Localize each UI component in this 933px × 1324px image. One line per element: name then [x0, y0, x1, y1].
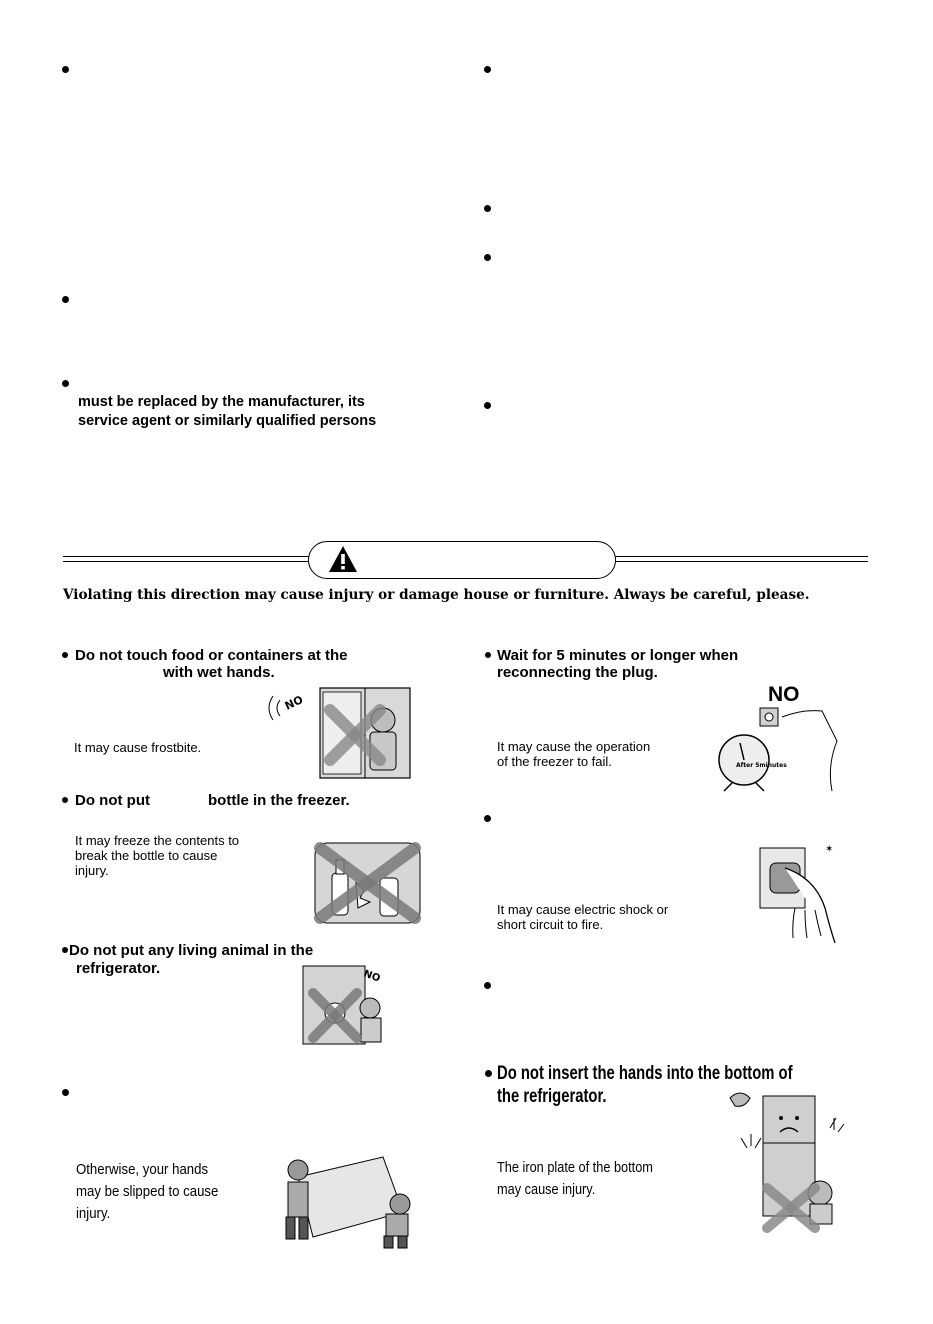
banner-rule-right-bottom — [615, 561, 868, 562]
bullet-right-item1 — [485, 652, 491, 658]
right-item1-note-2: of the freezer to fail. — [497, 754, 612, 769]
right-item4-note-2: may cause injury. — [497, 1181, 596, 1198]
wet-hand-plug-illustration — [740, 838, 850, 948]
banner-rule-right-top — [615, 556, 868, 557]
right-item2-note-2: short circuit to fire. — [497, 917, 604, 932]
left-item2-note-2: break the bottle to cause — [75, 848, 218, 863]
banner-rule-left-top — [63, 556, 311, 557]
right-item4-heading-line2: the refrigerator. — [497, 1086, 607, 1107]
right-item1-no-label: NO — [768, 683, 800, 706]
right-item4-note-1: The iron plate of the bottom — [497, 1159, 653, 1176]
animal-fridge-illustration — [295, 958, 405, 1048]
left-item3-heading-line1: Do not put any living animal in the — [69, 942, 314, 959]
left-item1-note: It may cause frostbite. — [74, 740, 202, 755]
left-item4-note-3: injury. — [76, 1205, 111, 1222]
fridge-girl-illustration — [265, 680, 425, 785]
svg-text:✶: ✶ — [825, 844, 834, 855]
bullet-top-right-4 — [484, 402, 491, 409]
top-left-continuation-line2: service agent or similarly qualified persons — [78, 413, 377, 429]
svg-text:NO: NO — [361, 968, 382, 985]
bullet-top-left-3 — [62, 380, 69, 387]
warning-triangle-icon — [328, 545, 358, 573]
sad-fridge-child-illustration — [725, 1088, 855, 1238]
left-item2-note-1: It may freeze the contents to — [75, 833, 240, 848]
left-item4-note-2: may be slipped to cause — [76, 1183, 219, 1200]
left-item2-heading-a: Do not put — [75, 792, 150, 809]
bullet-left-item1 — [62, 652, 68, 658]
bullet-left-item2 — [62, 797, 68, 803]
left-item2-note-3: injury. — [75, 863, 109, 878]
right-item4-heading-line1: Do not insert the hands into the bottom of — [497, 1063, 793, 1084]
bullet-right-item2 — [484, 815, 491, 822]
left-item1-heading-line1: Do not touch food or containers at the — [75, 647, 348, 664]
bullet-top-right-2 — [484, 205, 491, 212]
left-item1-heading-line2: with wet hands. — [163, 664, 275, 681]
top-left-continuation-line1: must be replaced by the manufacturer, its — [78, 394, 365, 410]
left-item3-heading-line2: refrigerator. — [76, 960, 161, 977]
left-item4-note-1: Otherwise, your hands — [76, 1161, 209, 1178]
bullet-top-left-2 — [62, 296, 69, 303]
bullet-top-right-1 — [484, 66, 491, 73]
banner-rule-left-bottom — [63, 561, 311, 562]
bullet-top-right-3 — [484, 254, 491, 261]
right-item2-note-1: It may cause electric shock or — [497, 902, 669, 917]
right-item1-heading-line2: reconnecting the plug. — [497, 664, 658, 681]
left-item2-heading-b: bottle in the freezer. — [208, 792, 350, 809]
right-item1-note-1: It may cause the operation — [497, 739, 651, 754]
svg-text:NO: NO — [282, 693, 306, 713]
caution-intro: Violating this direction may cause injury or damage house or furniture. Always be careful, please. — [63, 587, 810, 603]
bullet-right-item4 — [485, 1070, 492, 1077]
right-item1-heading-line1: Wait for 5 minutes or longer when — [497, 647, 739, 664]
bullet-left-item3 — [62, 947, 68, 953]
bottle-freezer-illustration — [300, 838, 430, 928]
clock-plug-illustration — [712, 705, 842, 795]
bullet-right-item3 — [484, 982, 491, 989]
bullet-left-item4 — [62, 1089, 69, 1096]
clock-text: After 5minutes — [736, 762, 787, 769]
bullet-top-left-1 — [62, 66, 69, 73]
two-people-carrying-illustration — [268, 1152, 428, 1252]
